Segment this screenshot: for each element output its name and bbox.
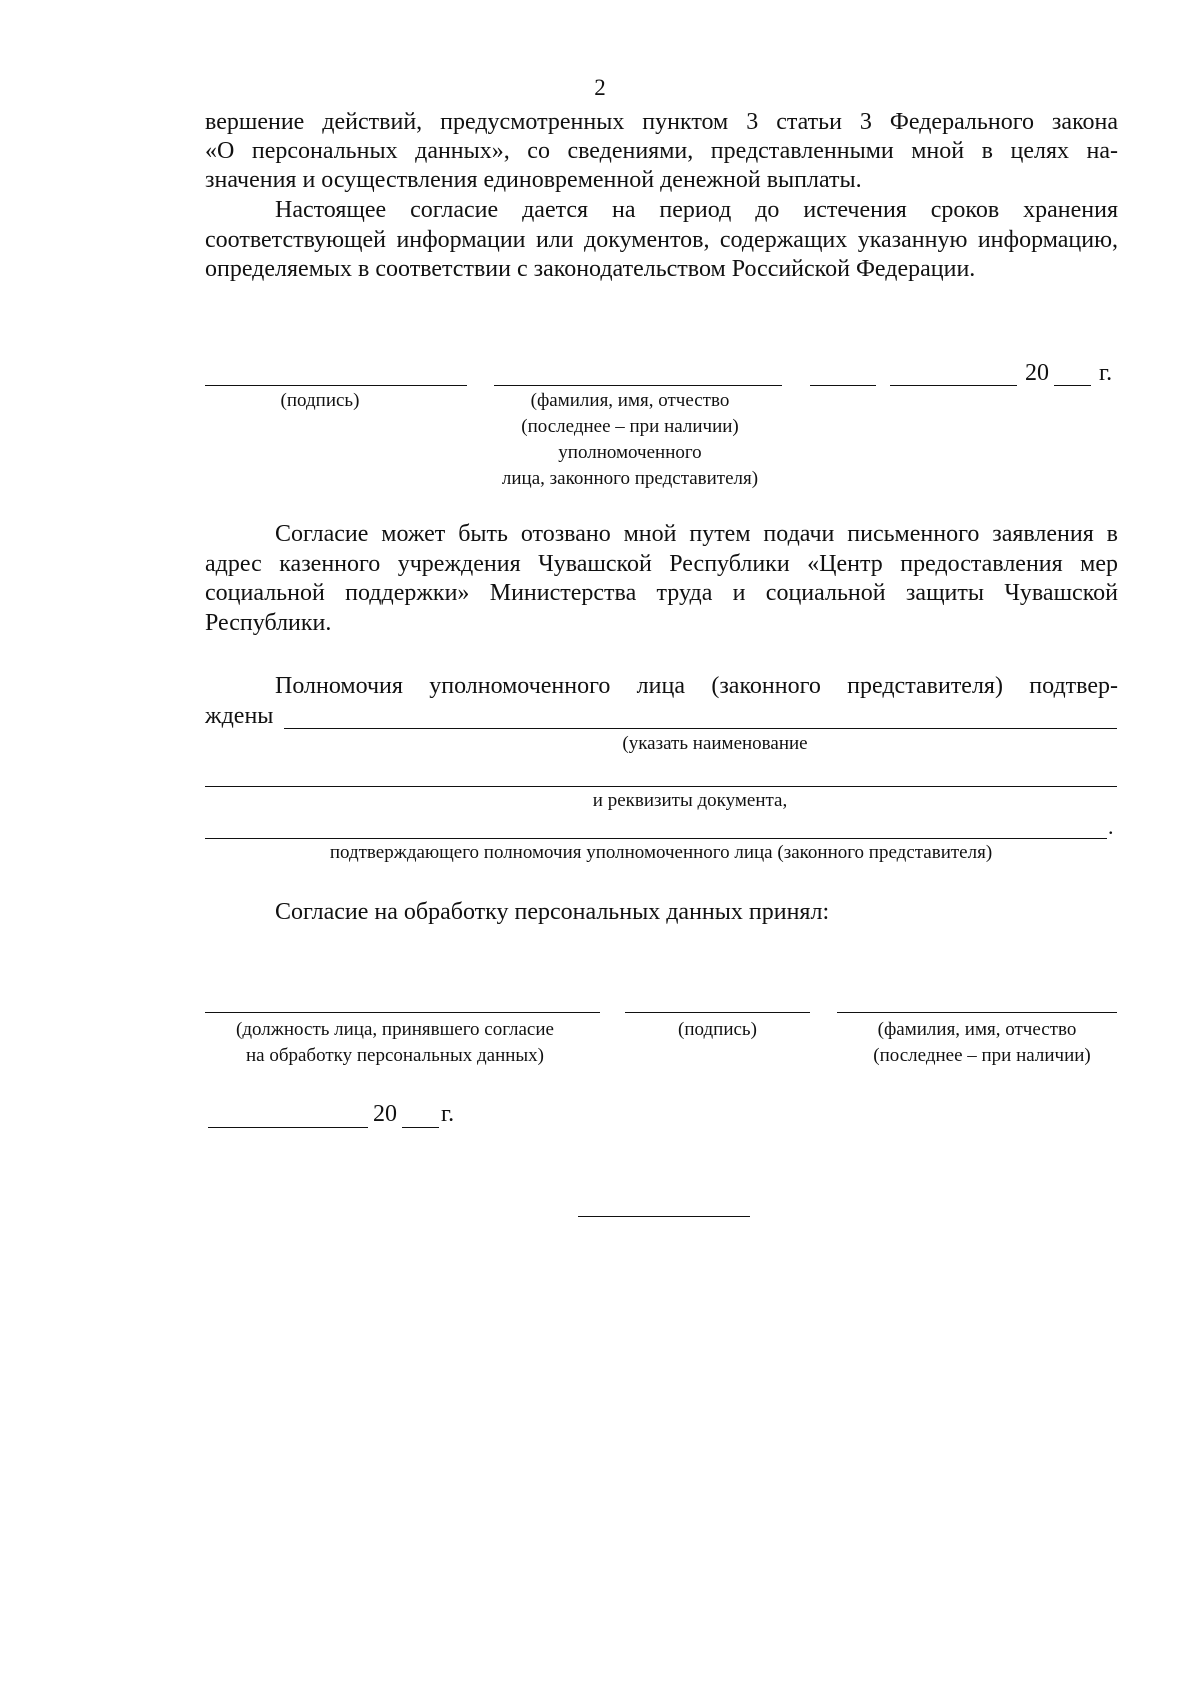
caption-acceptor-name-line-1: (фамилия, имя, отчество (877, 1019, 1077, 1040)
caption-acceptor-name-line-2: (последнее – при наличии) (873, 1045, 1091, 1066)
paragraph-authority-line-1: Полномочия уполномоченного лица (законного представителя) подтвер- (275, 673, 1118, 699)
caption-full-name-line-1: (фамилия, имя, отчество (530, 390, 730, 411)
acceptance-date-year-line[interactable] (402, 1127, 439, 1128)
date-year-suffix: г. (1099, 360, 1113, 386)
authority-document-line-2[interactable] (205, 786, 1117, 787)
authority-line-end-dot: . (1108, 814, 1114, 839)
paragraph-1-line-2: «О персональных данных», со сведениями, представленными мной в целях на- (205, 138, 1118, 164)
caption-acceptor-signature: (подпись) (678, 1019, 757, 1040)
paragraph-1-line-1: вершение действий, предусмотренных пунктом 3 статьи 3 Федерального закона (205, 109, 1118, 135)
date-year-line[interactable] (1054, 385, 1091, 386)
page-number: 2 (594, 75, 606, 100)
caption-authority-document: подтверждающего полномочия уполномоченного лица (законного представителя) (329, 842, 993, 863)
caption-signature: (подпись) (280, 390, 360, 411)
caption-full-name-line-3: уполномоченного (558, 442, 702, 463)
caption-full-name-line-2: (последнее – при наличии) (521, 416, 739, 437)
caption-full-name-line-4: лица, законного представителя) (501, 468, 759, 489)
full-name-line[interactable] (494, 385, 782, 386)
date-year-prefix: 20 (1025, 360, 1049, 386)
caption-document-details: и реквизиты документа, (592, 790, 788, 811)
acceptance-date-year-prefix: 20 (373, 1101, 397, 1127)
caption-position-line-1: (должность лица, принявшего согласие (236, 1019, 554, 1040)
paragraph-consent-accepted: Согласие на обработку персональных данных принял: (275, 899, 830, 925)
paragraph-consent-period: Настоящее согласие дается на период до истечения сроков хранения соответствующей информации или документов, содержащих указанную информацию, определяемых в соответствии с законодательством Российской Федерации. (205, 197, 1118, 282)
acceptor-signature-line[interactable] (625, 1012, 810, 1013)
paragraph-1-line-3: значения и осуществления единовременной денежной выплаты. (205, 167, 862, 193)
authority-document-line-1[interactable] (284, 728, 1117, 729)
authority-document-line-3[interactable] (205, 838, 1107, 839)
acceptance-date-line[interactable] (208, 1127, 368, 1128)
acceptance-date-year-suffix: г. (441, 1101, 455, 1127)
date-month-line[interactable] (890, 385, 1017, 386)
position-line[interactable] (205, 1012, 600, 1013)
caption-position-line-2: на обработку персональных данных) (245, 1045, 545, 1066)
date-day-line[interactable] (810, 385, 876, 386)
closing-separator-line (578, 1216, 750, 1217)
acceptor-full-name-line[interactable] (837, 1012, 1117, 1013)
signature-line[interactable] (205, 385, 467, 386)
caption-document-name: (указать наименование (622, 733, 808, 754)
paragraph-revocation: Согласие может быть отозвано мной путем подачи письменного заявления в адрес казенного учреждения Чувашской Республики «Центр предоставления мер социальной поддержки» Министерства труда и социальной защиты Чувашской Республики. (205, 521, 1118, 636)
paragraph-authority-line-2-start: ждены (205, 703, 274, 729)
